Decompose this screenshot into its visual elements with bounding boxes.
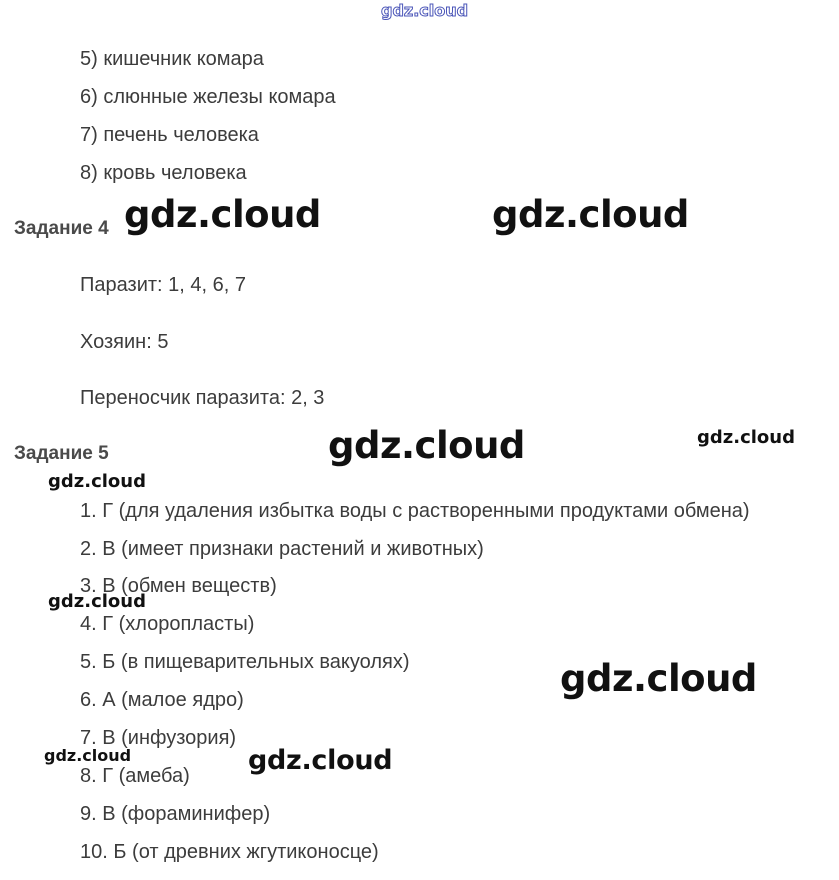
task5-item: 10. Б (от древних жгутиконосце) [80,841,379,863]
task5-item: 6. А (малое ядро) [80,689,244,711]
watermark: gdz.cloud [48,591,146,612]
task4-line: Хозяин: 5 [80,331,169,353]
task5-item: 8. Г (амеба) [80,765,190,787]
watermark: gdz.cloud [560,657,757,700]
task3-item: 7) печень человека [80,124,259,146]
task5-item: 7. В (инфузория) [80,727,237,749]
watermark: gdz.cloud [48,471,146,492]
task5-item: 3. В (обмен веществ) [80,575,277,597]
watermark: gdz.cloud [248,745,393,776]
watermark: gdz.cloud [492,193,689,236]
task5-item: 4. Г (хлоропласты) [80,613,255,635]
task5-item: 2. В (имеет признаки растений и животных) [80,538,484,560]
task4-heading: Задание 4 [14,218,109,239]
watermark-top: gdz.cloud [381,1,469,20]
watermark: gdz.cloud [44,746,132,765]
task3-item: 6) слюнные железы комара [80,86,336,108]
task5-item: 1. Г (для удаления избытка воды с растворенными продуктами обмена) [80,500,750,522]
watermark: gdz.cloud [328,424,525,467]
watermark: gdz.cloud [697,427,795,448]
task5-item: 9. В (фораминифер) [80,803,271,825]
task4-line: Паразит: 1, 4, 6, 7 [80,274,246,296]
task5-heading: Задание 5 [14,443,109,464]
task3-item: 5) кишечник комара [80,48,264,70]
task3-item: 8) кровь человека [80,162,247,184]
task5-item: 5. Б (в пищеварительных вакуолях) [80,651,410,673]
watermark: gdz.cloud [124,193,321,236]
task4-line: Переносчик паразита: 2, 3 [80,387,325,409]
